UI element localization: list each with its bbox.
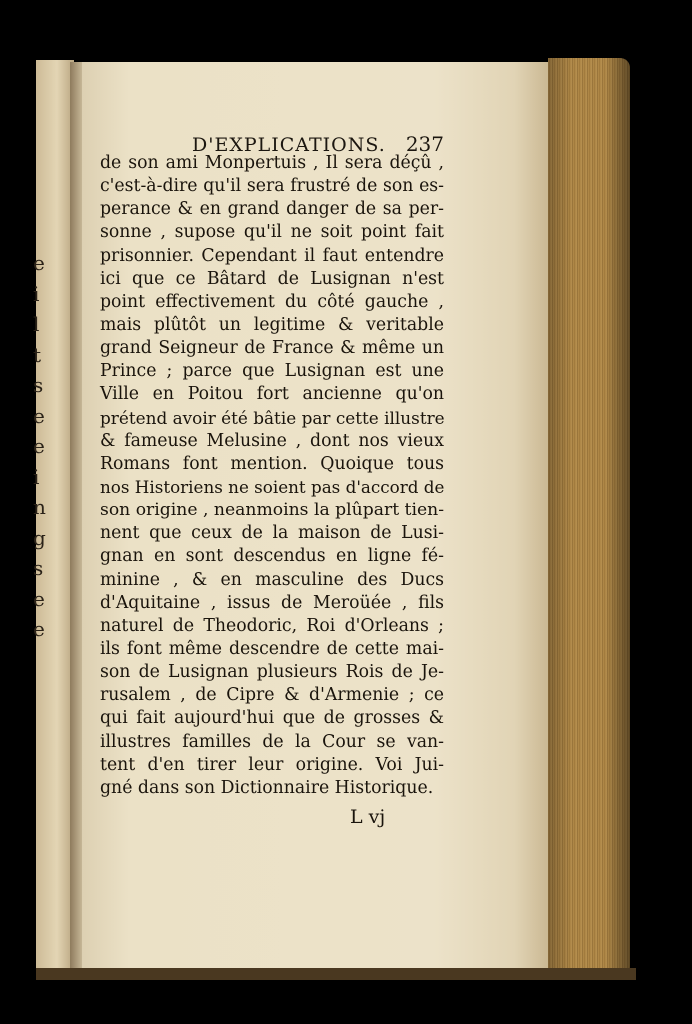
left-page-fragments: [33, 248, 45, 645]
text-line: nos Historiens ne soient pas d'accord de: [100, 476, 445, 497]
text-line: nent que ceux de la maison de Lusi-: [100, 523, 444, 544]
left-fragment-letter: n: [33, 495, 46, 519]
left-fragment-letter: e: [33, 617, 45, 641]
text-line: qui fait aujourd'hui que de grosses &: [100, 708, 444, 729]
left-fragment-letter: g: [33, 525, 46, 550]
running-title: D'EXPLICATIONS.: [192, 134, 386, 156]
left-fragment-letter: s: [33, 556, 44, 580]
text-line: & fameuse Melusine , dont nos vieux: [100, 430, 444, 451]
text-line: grand Seigneur de France & même un: [100, 338, 444, 359]
text-line: naturel de Theodoric, Roi d'Orleans ;: [100, 615, 444, 636]
text-line: tent d'en tirer leur origine. Voi Jui-: [100, 754, 444, 775]
text-line: point effectivement du côté gauche ,: [100, 291, 444, 312]
text-line: gné dans son Dictionnaire Historique.: [100, 777, 434, 798]
catchword: L vj: [350, 806, 386, 828]
text-line: sonne , supose qu'il ne soit point fait: [100, 222, 444, 243]
text-line: de son ami Monpertuis , Il sera déçû ,: [100, 153, 444, 173]
book-cover-edge: [36, 968, 636, 980]
text-line: minine , & en masculine des Ducs: [100, 569, 444, 590]
fore-edge-shadow: [548, 58, 630, 976]
body-text: [100, 152, 444, 800]
text-line: illustres familles de la Cour se van-: [100, 731, 444, 752]
left-fragment-letter: l: [33, 312, 40, 336]
text-line: c'est-à-dire qu'il sera frustré de son es-: [100, 176, 444, 197]
left-fragment-letter: e: [33, 434, 45, 458]
text-line: d'Aquitaine , issus de Meroüée , fils: [100, 592, 444, 613]
text-line: prisonnier. Cependant il faut entendre: [100, 245, 444, 266]
text-line: Ville en Poitou fort ancienne qu'on: [100, 384, 444, 405]
left-fragment-letter: i: [33, 464, 40, 489]
text-line: son de Lusignan plusieurs Rois de Je-: [100, 662, 444, 683]
text-line: perance & en grand danger de sa per-: [100, 199, 444, 220]
text-line: gnan en sont descendus en ligne fé-: [100, 546, 444, 567]
left-fragment-letter: e: [33, 403, 45, 428]
text-line: mais plûtôt un legitime & veritable: [100, 314, 444, 335]
text-line: son origine , neanmoins la plûpart tien-: [100, 500, 445, 521]
text-line: prétend avoir été bâtie par cette illustre: [100, 407, 445, 428]
left-fragment-letter: i: [33, 281, 40, 306]
text-line: Romans font mention. Quoique tous: [100, 453, 444, 474]
left-fragment-letter: e: [33, 251, 45, 275]
left-fragment-letter: s: [33, 373, 44, 397]
left-fragment-letter: t: [33, 342, 42, 367]
text-line: ils font même descendre de cette mai-: [100, 638, 444, 659]
text-line: Prince ; parce que Lusignan est une: [100, 361, 444, 382]
left-fragment-letter: e: [33, 586, 45, 611]
page-number: 237: [405, 132, 444, 156]
text-line: ici que ce Bâtard de Lusignan n'est: [100, 268, 444, 289]
text-line: rusalem , de Cipre & d'Armenie ; ce: [100, 685, 444, 706]
